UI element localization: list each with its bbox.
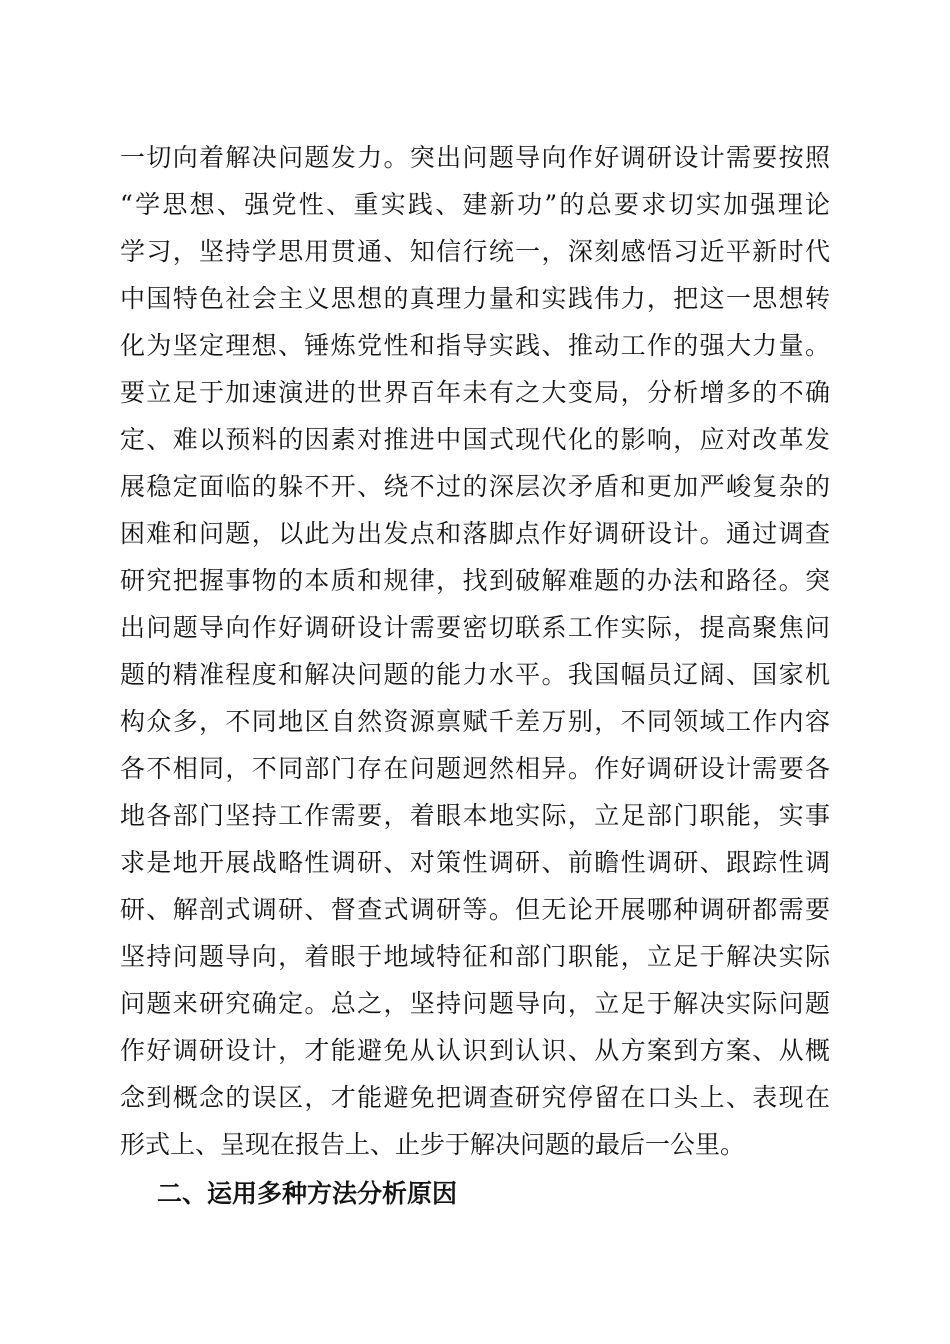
paragraph-line-last: 形式上、呈现在报告上、止步于解决问题的最后一公里。 bbox=[120, 1130, 746, 1159]
paragraph-line: 定、难以预料的因素对推进中国式现代化的影响，应对改革发 bbox=[120, 425, 830, 454]
paragraph-line: 化为坚定理想、锤炼党性和指导实践、推动工作的强大力量。 bbox=[120, 331, 830, 360]
paragraph-line: 困难和问题，以此为出发点和落脚点作好调研设计。通过调查 bbox=[120, 519, 830, 548]
paragraph-line: 展稳定面临的躲不开、绕不过的深层次矛盾和更加严峻复杂的 bbox=[120, 472, 830, 501]
paragraph-line: 地各部门坚持工作需要，着眼本地实际，立足部门职能，实事 bbox=[120, 801, 830, 830]
paragraph-line: 要立足于加速演进的世界百年未有之大变局，分析增多的不确 bbox=[120, 378, 830, 407]
paragraph-line: 念到概念的误区，才能避免把调查研究停留在口头上、表现在 bbox=[120, 1083, 830, 1112]
paragraph-line: 坚持问题导向，着眼于地域特征和部门职能，立足于解决实际 bbox=[120, 942, 830, 971]
paragraph-line: 研究把握事物的本质和规律，找到破解难题的办法和路径。突 bbox=[120, 566, 830, 595]
paragraph-line: “学思想、强党性、重实践、建新功”的总要求切实加强理论 bbox=[120, 190, 830, 219]
paragraph-line: 构众多，不同地区自然资源禀赋千差万别，不同领域工作内容 bbox=[120, 707, 830, 736]
paragraph-line: 各不相同，不同部门存在问题迥然相异。作好调研设计需要各 bbox=[120, 754, 830, 783]
paragraph-line: 作好调研设计，才能避免从认识到认识、从方案到方案、从概 bbox=[120, 1036, 830, 1065]
paragraph-line: 学习，坚持学思用贯通、知信行统一，深刻感悟习近平新时代 bbox=[120, 237, 830, 266]
paragraph-line: 出问题导向作好调研设计需要密切联系工作实际，提高聚焦问 bbox=[120, 613, 830, 642]
paragraph-line: 问题来研究确定。总之，坚持问题导向，立足于解决实际问题 bbox=[120, 989, 830, 1018]
paragraph-line: 题的精准程度和解决问题的能力水平。我国幅员辽阔、国家机 bbox=[120, 660, 830, 689]
paragraph-line: 一切向着解决问题发力。突出问题导向作好调研设计需要按照 bbox=[120, 143, 830, 172]
paragraph-line: 研、解剖式调研、督查式调研等。但无论开展哪种调研都需要 bbox=[120, 895, 830, 924]
section-heading: 二、运用多种方法分析原因 bbox=[157, 1179, 458, 1208]
paragraph-line: 求是地开展战略性调研、对策性调研、前瞻性调研、跟踪性调 bbox=[120, 848, 830, 877]
paragraph-line: 中国特色社会主义思想的真理力量和实践伟力，把这一思想转 bbox=[120, 284, 830, 313]
